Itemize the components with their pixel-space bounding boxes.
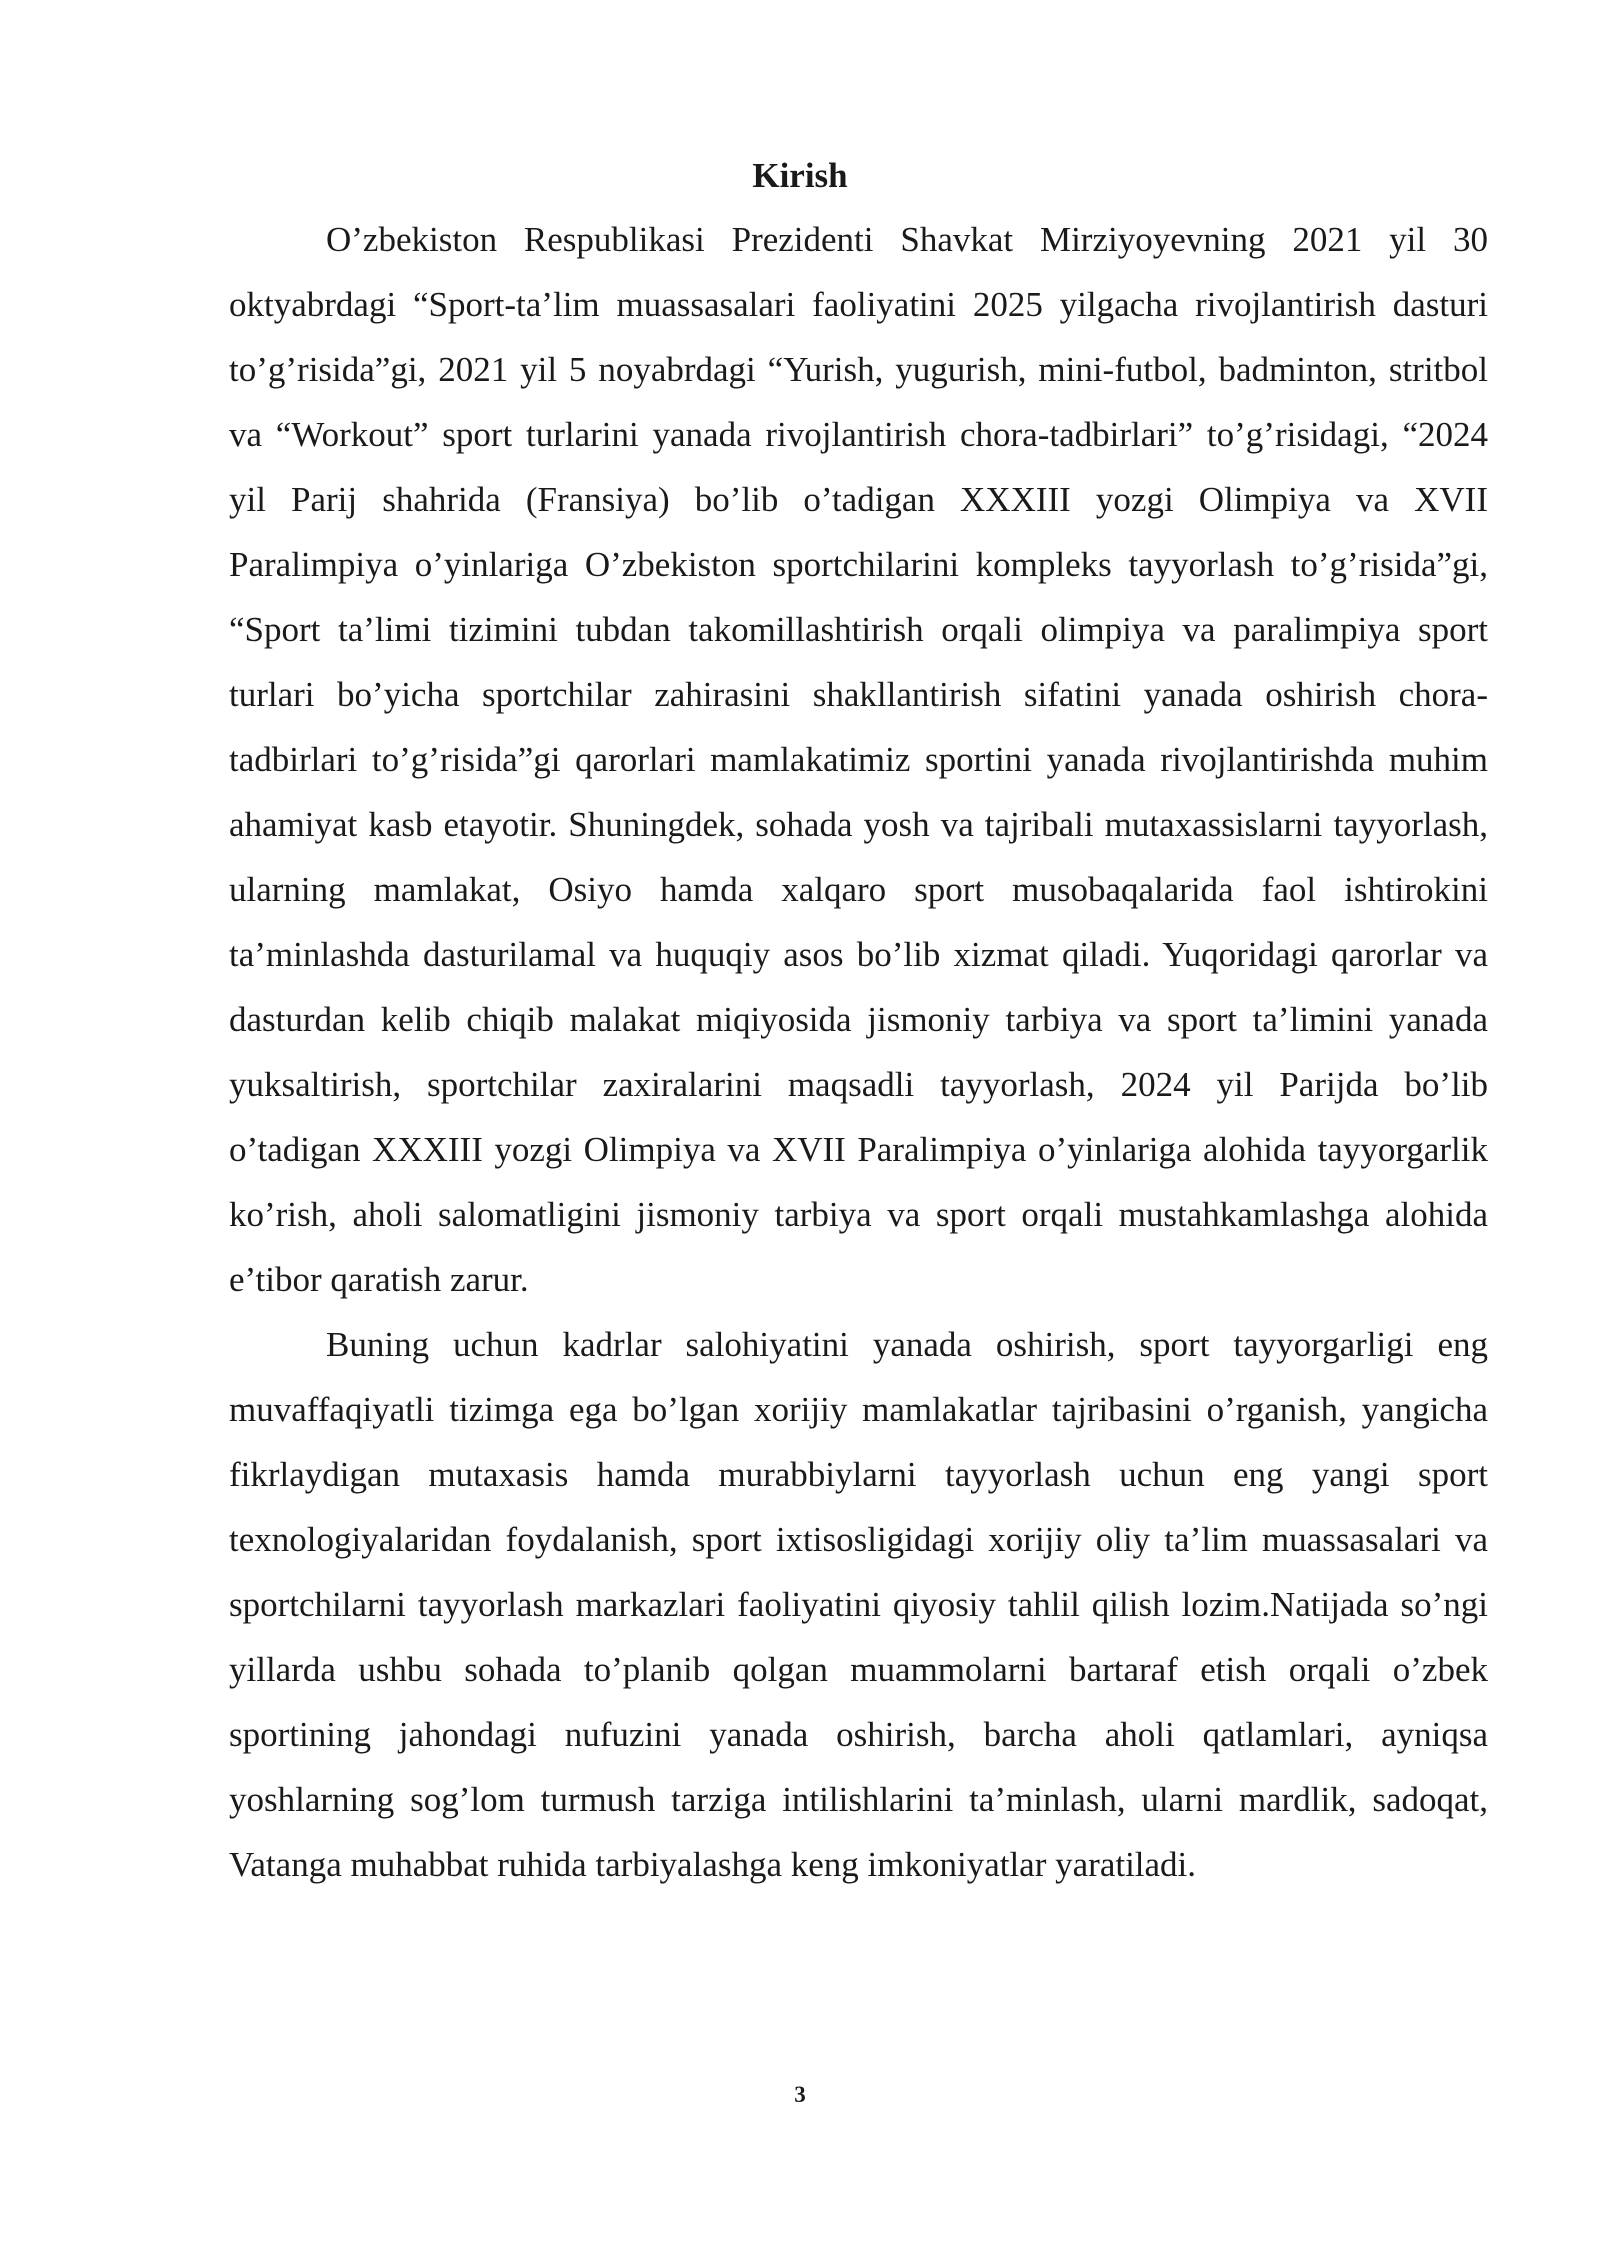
- paragraph: Buning uchun kadrlar salohiyatini yanada oshirish, sport tayyorgarligi eng muvaffaqiyatli tizimga ega bo’lgan xorijiy mamlakatlar tajribasini o’rganish, yangicha fikrlaydigan mutaxasis hamda murabbiylarni tayyorlash uchun eng yangi sport texnologiyalaridan foydalanish, sport ixtisosligidagi xorijiy oliy ta’lim muassasalari va sportchilarni tayyorlash markazlari faoliyatini qiyosiy tahlil qilish lozim.Natijada so’ngi yillarda ushbu sohada to’planib qolgan muammolarni bartaraf etish orqali o’zbek sportining jahondagi nufuzini yanada oshirish, barcha aholi qatlamlari, ayniqsa yoshlarning sog’lom turmush tarziga intilishlarini ta’minlash, ularni mardlik, sadoqat, Vatanga muhabbat ruhida tarbiyalashga keng imkoniyatlar yaratiladi.: [229, 1325, 1488, 1884]
- document-body: [229, 207, 1488, 1897]
- page-title: Kirish: [752, 156, 848, 195]
- page-number: 3: [794, 2082, 806, 2107]
- paragraph: O’zbekiston Respublikasi Prezidenti Shavkat Mirziyoyevning 2021 yil 30 oktyabrdagi “Sport-ta’lim muassasalari faoliyatini 2025 yilgacha rivojlantirish dasturi to’g’risida”gi, 2021 yil 5 noyabrdagi “Yurish, yugurish, mini-futbol, badminton, stritbol va “Workout” sport turlarini yanada rivojlantirish chora-tadbirlari” to’g’risidagi, “2024 yil Parij shahrida (Fransiya) bo’lib o’tadigan XXXIII yozgi Olimpiya va XVII Paralimpiya o’yinlariga O’zbekiston sportchilarini kompleks tayyorlash to’g’risida”gi, “Sport ta’limi tizimini tubdan takomillashtirish orqali olimpiya va paralimpiya sport turlari bo’yicha sportchilar zahirasini shakllantirish sifatini yanada oshirish chora-tadbirlari to’g’risida”gi qarorlari mamlakatimiz sportini yanada rivojlantirishda muhim ahamiyat kasb etayotir. Shuningdek, sohada yosh va tajribali mutaxassislarni tayyorlash, ularning mamlakat, Osiyo hamda xalqaro sport musobaqalarida faol ishtirokini ta’minlashda dasturilamal va huquqiy asos bo’lib xizmat qiladi. Yuqoridagi qarorlar va dasturdan kelib chiqib malakat miqiyosida jismoniy tarbiya va sport ta’limini yanada yuksaltirish, sportchilar zaxiralarini maqsadli tayyorlash, 2024 yil Parijda bo’lib o’tadigan XXXIII yozgi Olimpiya va XVII Paralimpiya o’yinlariga alohida tayyorgarlik ko’rish, aholi salomatligini jismoniy tarbiya va sport orqali mustahkamlashga alohida e’tibor qaratish zarur.: [229, 220, 1488, 1299]
